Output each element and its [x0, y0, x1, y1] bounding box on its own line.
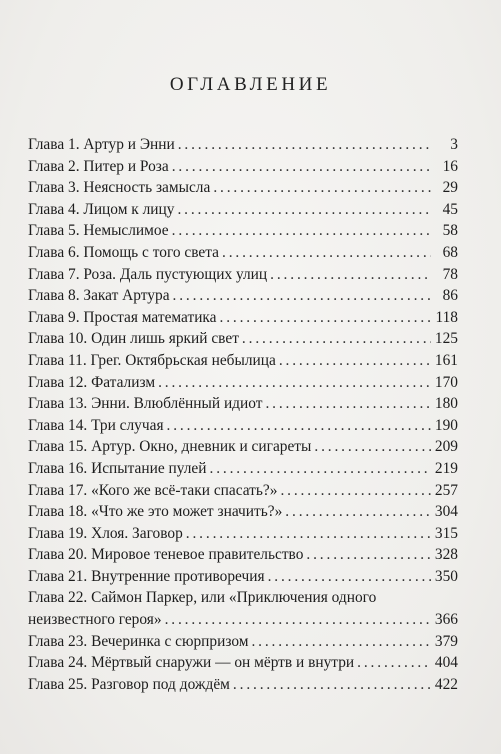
toc-entry: [28, 566, 458, 588]
dot-leader: [306, 544, 431, 566]
toc-entry: [28, 307, 458, 329]
page-number: 29: [442, 179, 458, 197]
dot-leader: [314, 436, 431, 458]
dot-leader: [270, 264, 431, 286]
dot-leader: [173, 285, 431, 307]
chapter-title: Глава 9. Простая математика: [28, 308, 217, 326]
toc-entry: [28, 372, 458, 394]
toc-entry: [28, 156, 458, 178]
chapter-title: Глава 18. «Что же это может значить?»: [28, 503, 283, 521]
page-number: 379: [434, 632, 458, 650]
dot-leader: [213, 177, 431, 199]
chapter-title-continued: неизвестного героя»: [28, 611, 162, 629]
chapter-title: Глава 14. Три случая: [28, 416, 164, 434]
toc-entry: [28, 328, 458, 350]
toc-entry: [28, 674, 458, 696]
page-number: 209: [434, 438, 458, 456]
toc-entry: [28, 652, 458, 674]
chapter-title: Глава 16. Испытание пулей: [28, 459, 207, 477]
chapter-title: Глава 23. Вечеринка с сюрпризом: [28, 632, 249, 650]
page-number: 170: [434, 373, 458, 391]
toc-entry: [28, 523, 458, 545]
dot-leader: [268, 566, 431, 588]
chapter-title: Глава 13. Энни. Влюблённый идиот: [28, 395, 263, 413]
toc-entry: [28, 501, 458, 523]
chapter-title: Глава 24. Мёртвый снаружи — он мёртв и внутри: [28, 654, 355, 672]
dot-leader: [172, 220, 431, 242]
chapter-title: Глава 2. Питер и Роза: [28, 157, 169, 175]
dot-leader: [279, 350, 431, 372]
page-number: 58: [442, 222, 458, 240]
dot-leader: [222, 242, 431, 264]
chapter-title: Глава 1. Артур и Энни: [28, 136, 175, 153]
toc-entry: [28, 264, 458, 286]
toc-entry: [28, 285, 458, 307]
chapter-title: Глава 21. Внутренние противоречия: [28, 567, 265, 585]
chapter-title: Глава 12. Фатализм: [28, 373, 156, 391]
dot-leader: [285, 501, 431, 523]
toc-entry: [28, 199, 458, 221]
page-number: 328: [434, 546, 458, 564]
dot-leader: [186, 523, 431, 545]
page-number: 180: [434, 395, 458, 413]
page-number: 3: [450, 136, 458, 153]
toc-entry: [28, 480, 458, 502]
page-number: 315: [434, 524, 458, 542]
dot-leader: [177, 199, 431, 221]
chapter-title: Глава 7. Роза. Даль пустующих улиц: [28, 265, 268, 283]
chapter-title: Глава 20. Мировое теневое правительство: [28, 546, 304, 564]
dot-leader: [167, 415, 431, 437]
toc-entry: [28, 436, 458, 458]
chapter-title: Глава 19. Хлоя. Заговор: [28, 524, 183, 542]
page-number: 404: [434, 654, 458, 672]
page-number: 16: [442, 157, 458, 175]
dot-leader: [357, 652, 431, 674]
page-title: ОГЛАВЛЕНИЕ: [169, 74, 332, 95]
chapter-title: Глава 11. Грег. Октябрьская небылица: [28, 351, 276, 369]
page-number: 118: [435, 308, 458, 326]
chapter-title: Глава 15. Артур. Окно, дневник и сигареты: [28, 438, 312, 456]
page-number: 422: [434, 675, 458, 693]
toc-entry: [28, 220, 458, 242]
chapter-title: Глава 8. Закат Артура: [28, 287, 170, 305]
dot-leader: [220, 307, 431, 329]
dot-leader: [210, 458, 431, 480]
chapter-title: Глава 3. Неясность замысла: [28, 179, 211, 197]
page-number: 304: [434, 503, 458, 521]
dot-leader: [251, 631, 431, 653]
toc-entry: [28, 134, 458, 156]
toc-entry: [28, 393, 458, 415]
page-number: 86: [442, 287, 458, 305]
page-number: 78: [442, 265, 458, 283]
chapter-title: Глава 25. Разговор под дождём: [28, 675, 230, 693]
toc-entry: [28, 587, 458, 630]
dot-leader: [265, 393, 431, 415]
toc-entry: [28, 177, 458, 199]
dot-leader: [158, 372, 431, 394]
chapter-title: Глава 22. Саймон Паркер, или «Приключения одного: [28, 589, 377, 607]
chapter-title: Глава 4. Лицом к лицу: [28, 200, 175, 218]
chapter-title: Глава 6. Помощь с того света: [28, 243, 220, 261]
page-number: 161: [434, 351, 458, 369]
chapter-title: Глава 5. Немыслимое: [28, 222, 169, 240]
table-of-contents: [28, 134, 458, 695]
dot-leader: [165, 609, 431, 631]
chapter-title: Глава 10. Один лишь яркий свет: [28, 330, 239, 348]
dot-leader: [280, 480, 431, 502]
page-number: 45: [442, 200, 458, 218]
toc-entry: [28, 415, 458, 437]
toc-entry: [28, 544, 458, 566]
dot-leader: [233, 674, 431, 696]
page-number: 190: [434, 416, 458, 434]
dot-leader: [178, 134, 431, 156]
page-number: 68: [442, 243, 458, 261]
chapter-title: Глава 17. «Кого же всё-таки спасать?»: [28, 481, 278, 499]
page-number: 366: [434, 611, 458, 629]
toc-entry: [28, 242, 458, 264]
page-number: 125: [434, 330, 458, 348]
dot-leader: [172, 156, 431, 178]
toc-entry: [28, 350, 458, 372]
dot-leader: [242, 328, 431, 350]
page-number: 219: [434, 459, 458, 477]
page-number: 350: [434, 567, 458, 585]
toc-entry: [28, 458, 458, 480]
page-number: 257: [434, 481, 458, 499]
toc-entry: [28, 631, 458, 653]
